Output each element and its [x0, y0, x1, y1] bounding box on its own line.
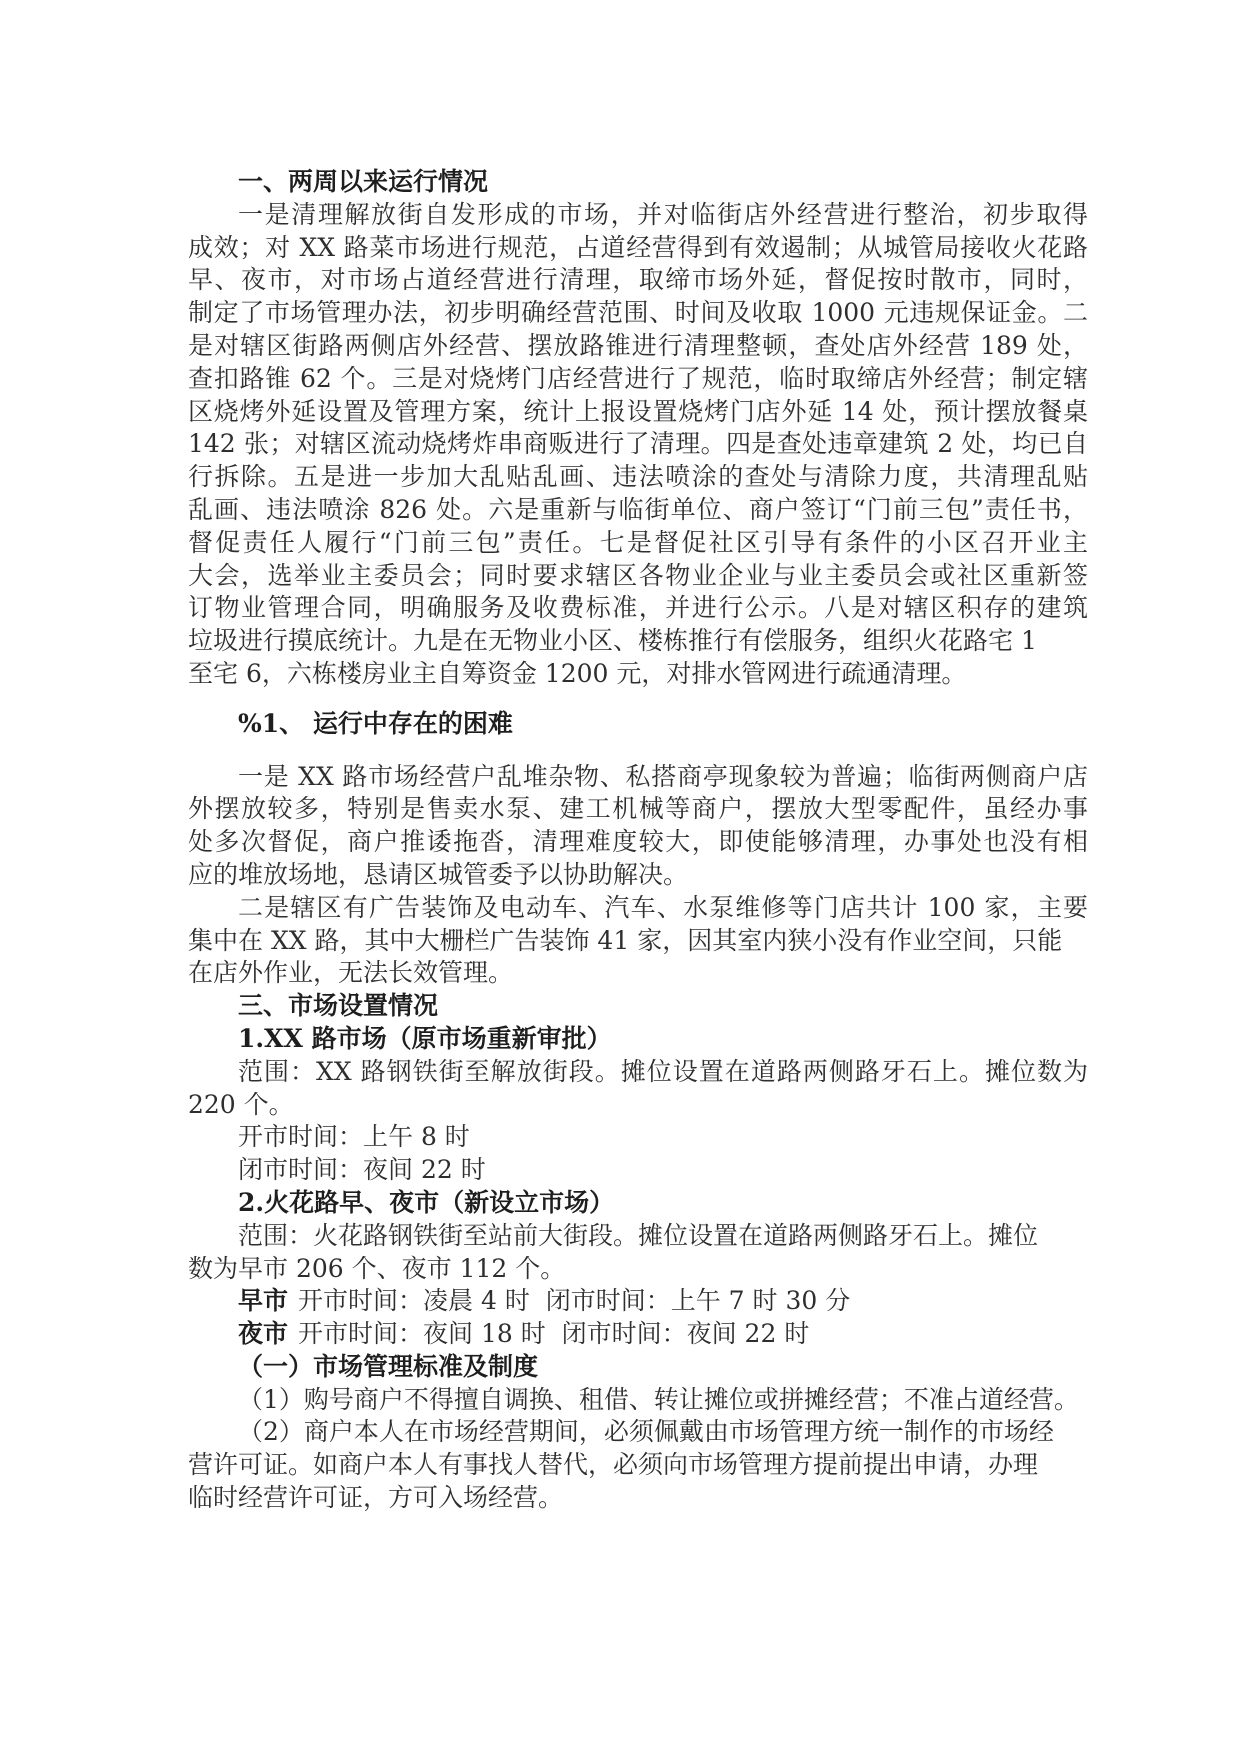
open-time: 开市时间：上午 8 时: [238, 1122, 470, 1152]
text-line: 订物业管理合同，明确服务及收费标准，并进行公示。八是对辖区积存的建筑: [188, 593, 1088, 623]
close-time: 闭市时间：夜间 22 时: [238, 1155, 486, 1185]
text-line: 垃圾进行摸底统计。九是在无物业小区、楼栋推行有偿服务，组织火花路宅 1: [188, 626, 1037, 656]
text-line: 早、夜市，对市场占道经营进行清理，取缔市场外延，督促按时散市，同时，: [188, 265, 1088, 295]
night-market-label: 夜市: [238, 1319, 289, 1349]
text-line: 220 个。: [188, 1089, 294, 1119]
paragraph-difficulty-1: [188, 761, 1088, 892]
text-line: 数为早市 206 个、夜市 112 个。: [188, 1253, 566, 1283]
text-line: 区烧烤外延设置及管理方案，统计上报设置烧烤门店外延 14 处，预计摆放餐桌: [188, 396, 1088, 426]
text-line: 大会，选举业主委员会；同时要求辖区各物业企业与业主委员会或社区重新签: [188, 560, 1088, 590]
text-line: 查扣路锥 62 个。三是对烧烤门店经营进行了规范，临时取缔店外经营；制定辖: [188, 363, 1088, 393]
rule-item-2: （2）商户本人在市场经营期间，必须佩戴由市场管理方统一制作的市场经: [238, 1417, 1054, 1447]
rules-section: [188, 1351, 1088, 1515]
text-line: 应的堆放场地，恳请区城管委予以协助解决。: [188, 859, 689, 889]
text-line: 142 张；对辖区流动烧烤炸串商贩进行了清理。四是查处违章建筑 2 处，均已自: [188, 429, 1088, 459]
night-market-hours: [188, 1318, 1088, 1351]
market-title: 1.XX 路市场（原市场重新审批）: [238, 1023, 612, 1053]
document-page: [188, 166, 1088, 1515]
section-heading-difficulties: %1、 运行中存在的困难: [238, 708, 513, 738]
night-market-times: 开市时间：夜间 18 时 闭市时间：夜间 22 时: [298, 1319, 810, 1349]
text-line: 集中在 XX 路，其中大栅栏广告装饰 41 家，因其室内狭小没有作业空间，只能: [188, 925, 1063, 955]
text-line: 临时经营许可证，方可入场经营。: [188, 1483, 564, 1513]
rule-item-1: （1）购号商户不得擅自调换、租借、转让摊位或拼摊经营；不准占道经营。: [238, 1384, 1079, 1414]
morning-market-label: 早市: [238, 1286, 289, 1316]
text-line: 外摆放较多，特别是售卖水泵、建工机械等商户，摆放大型零配件，虽经办事: [188, 794, 1088, 824]
text-line: 处多次督促，商户推诿拖沓，清理难度较大，即使能够清理，办事处也没有相: [188, 827, 1088, 857]
text-line: 二是辖区有广告装饰及电动车、汽车、水泵维修等门店共计 100 家，主要: [238, 892, 1088, 922]
morning-market-times: 开市时间：凌晨 4 时 闭市时间：上午 7 时 30 分: [298, 1286, 851, 1316]
text-line: 至宅 6，六栋楼房业主自筹资金 1200 元，对排水管网进行疏通清理。: [188, 658, 967, 688]
text-line: 制定了市场管理办法，初步明确经营范围、时间及收取 1000 元违规保证金。二: [188, 298, 1088, 328]
morning-market-hours: [188, 1285, 1088, 1318]
text-line: 范围：火花路钢铁街至站前大街段。摊位设置在道路两侧路牙石上。摊位: [238, 1220, 1039, 1250]
paragraph-operations: [188, 199, 1088, 691]
market-1: [188, 1023, 1088, 1187]
section-heading-operations: 一、两周以来运行情况: [238, 167, 489, 196]
text-line: 范围：XX 路钢铁街至解放街段。摊位设置在道路两侧路牙石上。摊位数为: [238, 1056, 1088, 1086]
text-line: 行拆除。五是进一步加大乱贴乱画、违法喷涂的查处与清除力度，共清理乱贴: [188, 462, 1088, 492]
section-heading-markets: 三、市场设置情况: [238, 991, 439, 1021]
market-title: 2.火花路早、夜市（新设立市场）: [238, 1187, 615, 1217]
market-2: [188, 1187, 1088, 1351]
rules-heading: （一）市场管理标准及制度: [238, 1351, 539, 1381]
text-line: 一是 XX 路市场经营户乱堆杂物、私搭商亭现象较为普遍；临街两侧商户店: [238, 761, 1088, 791]
text-line: 在店外作业，无法长效管理。: [188, 958, 514, 988]
text-line: 一是清理解放街自发形成的市场，并对临街店外经营进行整治，初步取得: [238, 199, 1088, 229]
text-line: 成效；对 XX 路菜市场进行规范，占道经营得到有效遏制；从城管局接收火花路: [188, 232, 1088, 262]
text-line: 营许可证。如商户本人有事找人替代，必须向市场管理方提前提出申请，办理: [188, 1450, 1039, 1480]
text-line: 乱画、违法喷涂 826 处。六是重新与临街单位、商户签订“门前三包”责任书，: [188, 494, 1088, 524]
text-line: 督促责任人履行“门前三包”责任。七是督促社区引导有条件的小区召开业主: [188, 527, 1088, 557]
paragraph-difficulty-2: [188, 892, 1088, 990]
text-line: 是对辖区街路两侧店外经营、摆放路锥进行清理整顿，查处店外经营 189 处，: [188, 330, 1088, 360]
